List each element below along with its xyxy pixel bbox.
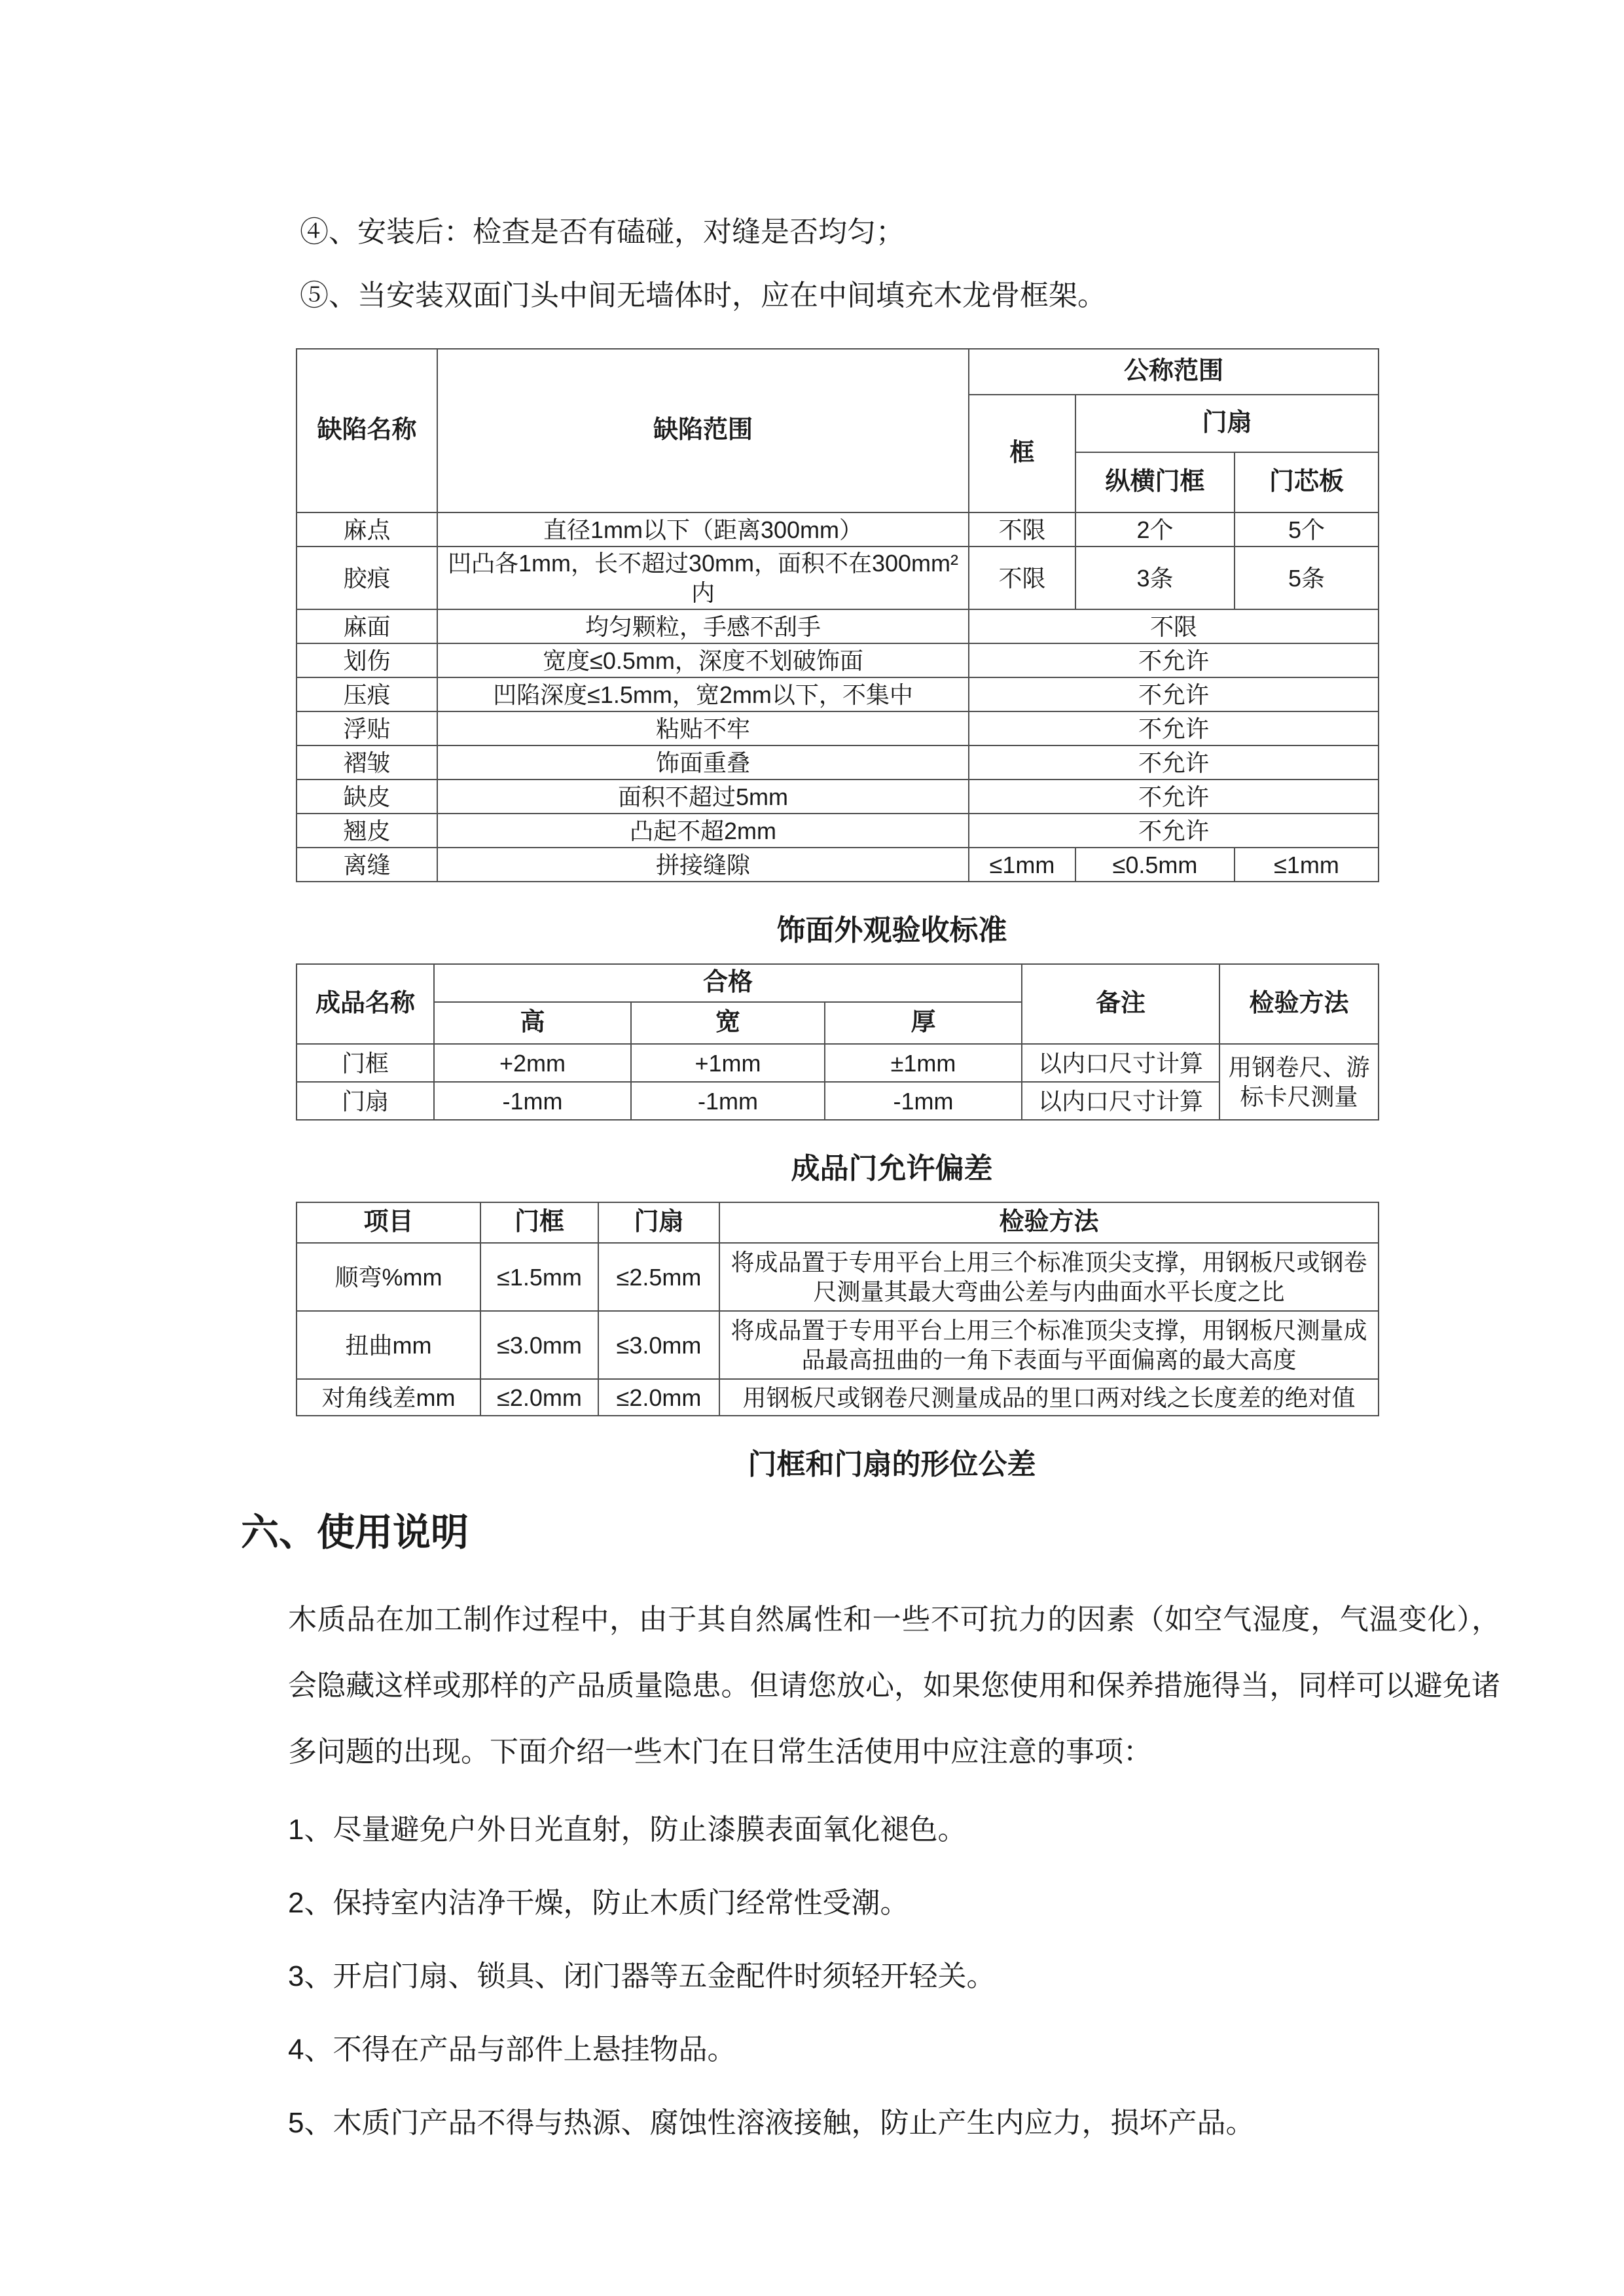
cell-defect-name: 浮贴 <box>297 711 437 745</box>
cell-item: 扭曲mm <box>297 1311 480 1379</box>
tolerance-table <box>296 1202 1379 1416</box>
table-row <box>297 848 1379 882</box>
column-header: 纵横门框 <box>1075 452 1235 512</box>
table-header-row <box>297 964 1379 1002</box>
cell-width: -1mm <box>631 1082 825 1120</box>
column-header: 检验方法 <box>1219 964 1379 1044</box>
cell-defect-name: 麻面 <box>297 609 437 643</box>
cell-defect-name: 离缝 <box>297 848 437 882</box>
cell-vh-frame: ≤0.5mm <box>1075 848 1235 882</box>
table-header-row <box>297 349 1379 395</box>
cell-defect-name: 缺皮 <box>297 780 437 814</box>
table-row <box>297 547 1379 609</box>
cell-item: 顺弯%mm <box>297 1243 480 1311</box>
install-note-5: ⑤、当安装双面门头中间无墙体时，应在中间填充木龙骨框架。 <box>300 279 1106 312</box>
column-header: 备注 <box>1022 964 1219 1044</box>
column-header: 宽 <box>631 1002 825 1044</box>
cell-defect-name: 褶皱 <box>297 745 437 780</box>
table-row <box>297 780 1379 814</box>
cell-defect-range: 粘贴不牢 <box>437 711 969 745</box>
usage-item-4: 4、不得在产品与部件上悬挂物品。 <box>288 2034 736 2066</box>
cell-defect-name: 麻点 <box>297 512 437 547</box>
table-row <box>297 1243 1379 1311</box>
tolerance-table-caption: 门框和门扇的形位公差 <box>748 1448 1036 1480</box>
cell-merged-value: 不允许 <box>969 745 1379 780</box>
cell-core-board: ≤1mm <box>1235 848 1379 882</box>
cell-defect-range: 凸起不超2mm <box>437 814 969 848</box>
defect-table-caption: 饰面外观验收标准 <box>776 914 1007 946</box>
table-row <box>297 711 1379 745</box>
column-header: 缺陷名称 <box>297 349 437 512</box>
table-row <box>297 643 1379 677</box>
cell-height: +2mm <box>434 1044 631 1082</box>
cell-defect-name: 划伤 <box>297 643 437 677</box>
cell-leaf-value: ≤2.5mm <box>598 1243 719 1311</box>
column-header: 厚 <box>825 1002 1022 1044</box>
column-header: 高 <box>434 1002 631 1044</box>
cell-defect-range: 凹凸各1mm，长不超过30mm，面积不在300mm²内 <box>437 547 969 609</box>
column-header: 项目 <box>297 1202 480 1243</box>
cell-width: +1mm <box>631 1044 825 1082</box>
cell-frame: ≤1mm <box>969 848 1075 882</box>
cell-defect-range: 面积不超过5mm <box>437 780 969 814</box>
defect-table <box>296 348 1379 882</box>
cell-vh-frame: 3条 <box>1075 547 1235 609</box>
table-row <box>297 1082 1379 1120</box>
cell-product-name: 门框 <box>297 1044 434 1082</box>
cell-frame: 不限 <box>969 547 1075 609</box>
cell-merged-value: 不允许 <box>969 677 1379 711</box>
table-row <box>297 609 1379 643</box>
cell-merged-value: 不允许 <box>969 780 1379 814</box>
cell-merged-value: 不限 <box>969 609 1379 643</box>
table-row <box>297 1044 1379 1082</box>
table-header-row <box>297 1202 1379 1243</box>
cell-method: 用钢卷尺、游标卡尺测量 <box>1219 1044 1379 1120</box>
cell-defect-range: 宽度≤0.5mm，深度不划破饰面 <box>437 643 969 677</box>
cell-remark: 以内口尺寸计算 <box>1022 1044 1219 1082</box>
column-header: 门扇 <box>1075 395 1379 452</box>
cell-vh-frame: 2个 <box>1075 512 1235 547</box>
usage-item-3: 3、开启门扇、锁具、闭门器等五金配件时须轻开轻关。 <box>288 1960 996 1992</box>
cell-defect-name: 翘皮 <box>297 814 437 848</box>
column-header: 门框 <box>480 1202 598 1243</box>
cell-method: 将成品置于专用平台上用三个标准顶尖支撑，用钢板尺或钢卷尺测量其最大弯曲公差与内曲面水平长度之比 <box>719 1243 1379 1311</box>
usage-intro-paragraph: 木质品在加工制作过程中，由于其自然属性和一些不可抗力的因素（如空气湿度，气温变化），会隐藏这样或那样的产品质量隐患。但请您放心，如果您使用和保养措施得当，同样可以避免诸多问题的出现。下面介绍一些木门在日常生活使用中应注意的事项： <box>288 1604 1500 1768</box>
deviation-table-caption: 成品门允许偏差 <box>791 1153 993 1185</box>
table-row <box>297 512 1379 547</box>
column-header: 门芯板 <box>1235 452 1379 512</box>
cell-leaf-value: ≤2.0mm <box>598 1379 719 1416</box>
cell-frame-value: ≤1.5mm <box>480 1243 598 1311</box>
usage-list <box>0 1812 1624 2140</box>
usage-item-1: 1、尽量避免户外日光直射，防止漆膜表面氧化褪色。 <box>288 1814 967 1846</box>
cell-defect-range: 饰面重叠 <box>437 745 969 780</box>
table-row <box>297 1379 1379 1416</box>
cell-defect-name: 胶痕 <box>297 547 437 609</box>
column-header: 缺陷范围 <box>437 349 969 512</box>
cell-product-name: 门扇 <box>297 1082 434 1120</box>
column-header: 合格 <box>434 964 1022 1002</box>
table-row <box>297 1311 1379 1379</box>
section-heading-usage: 六、使用说明 <box>241 1511 469 1554</box>
cell-defect-range: 直径1mm以下（距离300mm） <box>437 512 969 547</box>
usage-item-2: 2、保持室内洁净干燥，防止木质门经常性受潮。 <box>288 1887 909 1919</box>
cell-method: 将成品置于专用平台上用三个标准顶尖支撑，用钢板尺测量成品最高扭曲的一角下表面与平面偏离的最大高度 <box>719 1311 1379 1379</box>
column-header: 门扇 <box>598 1202 719 1243</box>
cell-remark: 以内口尺寸计算 <box>1022 1082 1219 1120</box>
column-header: 框 <box>969 395 1075 512</box>
install-note-4: ④、安装后：检查是否有磕碰，对缝是否均匀； <box>300 216 905 248</box>
cell-item: 对角线差mm <box>297 1379 480 1416</box>
table-row <box>297 745 1379 780</box>
deviation-table <box>296 963 1379 1121</box>
cell-frame: 不限 <box>969 512 1075 547</box>
column-header: 检验方法 <box>719 1202 1379 1243</box>
cell-thickness: -1mm <box>825 1082 1022 1120</box>
cell-defect-range: 拼接缝隙 <box>437 848 969 882</box>
cell-height: -1mm <box>434 1082 631 1120</box>
cell-merged-value: 不允许 <box>969 711 1379 745</box>
cell-core-board: 5条 <box>1235 547 1379 609</box>
table-row <box>297 677 1379 711</box>
column-header: 公称范围 <box>969 349 1379 395</box>
usage-item-5: 5、木质门产品不得与热源、腐蚀性溶液接触，防止产生内应力，损坏产品。 <box>288 2107 1255 2139</box>
cell-frame-value: ≤2.0mm <box>480 1379 598 1416</box>
cell-frame-value: ≤3.0mm <box>480 1311 598 1379</box>
cell-merged-value: 不允许 <box>969 643 1379 677</box>
cell-defect-range: 均匀颗粒，手感不刮手 <box>437 609 969 643</box>
cell-core-board: 5个 <box>1235 512 1379 547</box>
column-header: 成品名称 <box>297 964 434 1044</box>
cell-thickness: ±1mm <box>825 1044 1022 1082</box>
cell-method: 用钢板尺或钢卷尺测量成品的里口两对线之长度差的绝对值 <box>719 1379 1379 1416</box>
cell-defect-name: 压痕 <box>297 677 437 711</box>
cell-merged-value: 不允许 <box>969 814 1379 848</box>
cell-leaf-value: ≤3.0mm <box>598 1311 719 1379</box>
table-row <box>297 814 1379 848</box>
cell-defect-range: 凹陷深度≤1.5mm，宽2mm以下，不集中 <box>437 677 969 711</box>
